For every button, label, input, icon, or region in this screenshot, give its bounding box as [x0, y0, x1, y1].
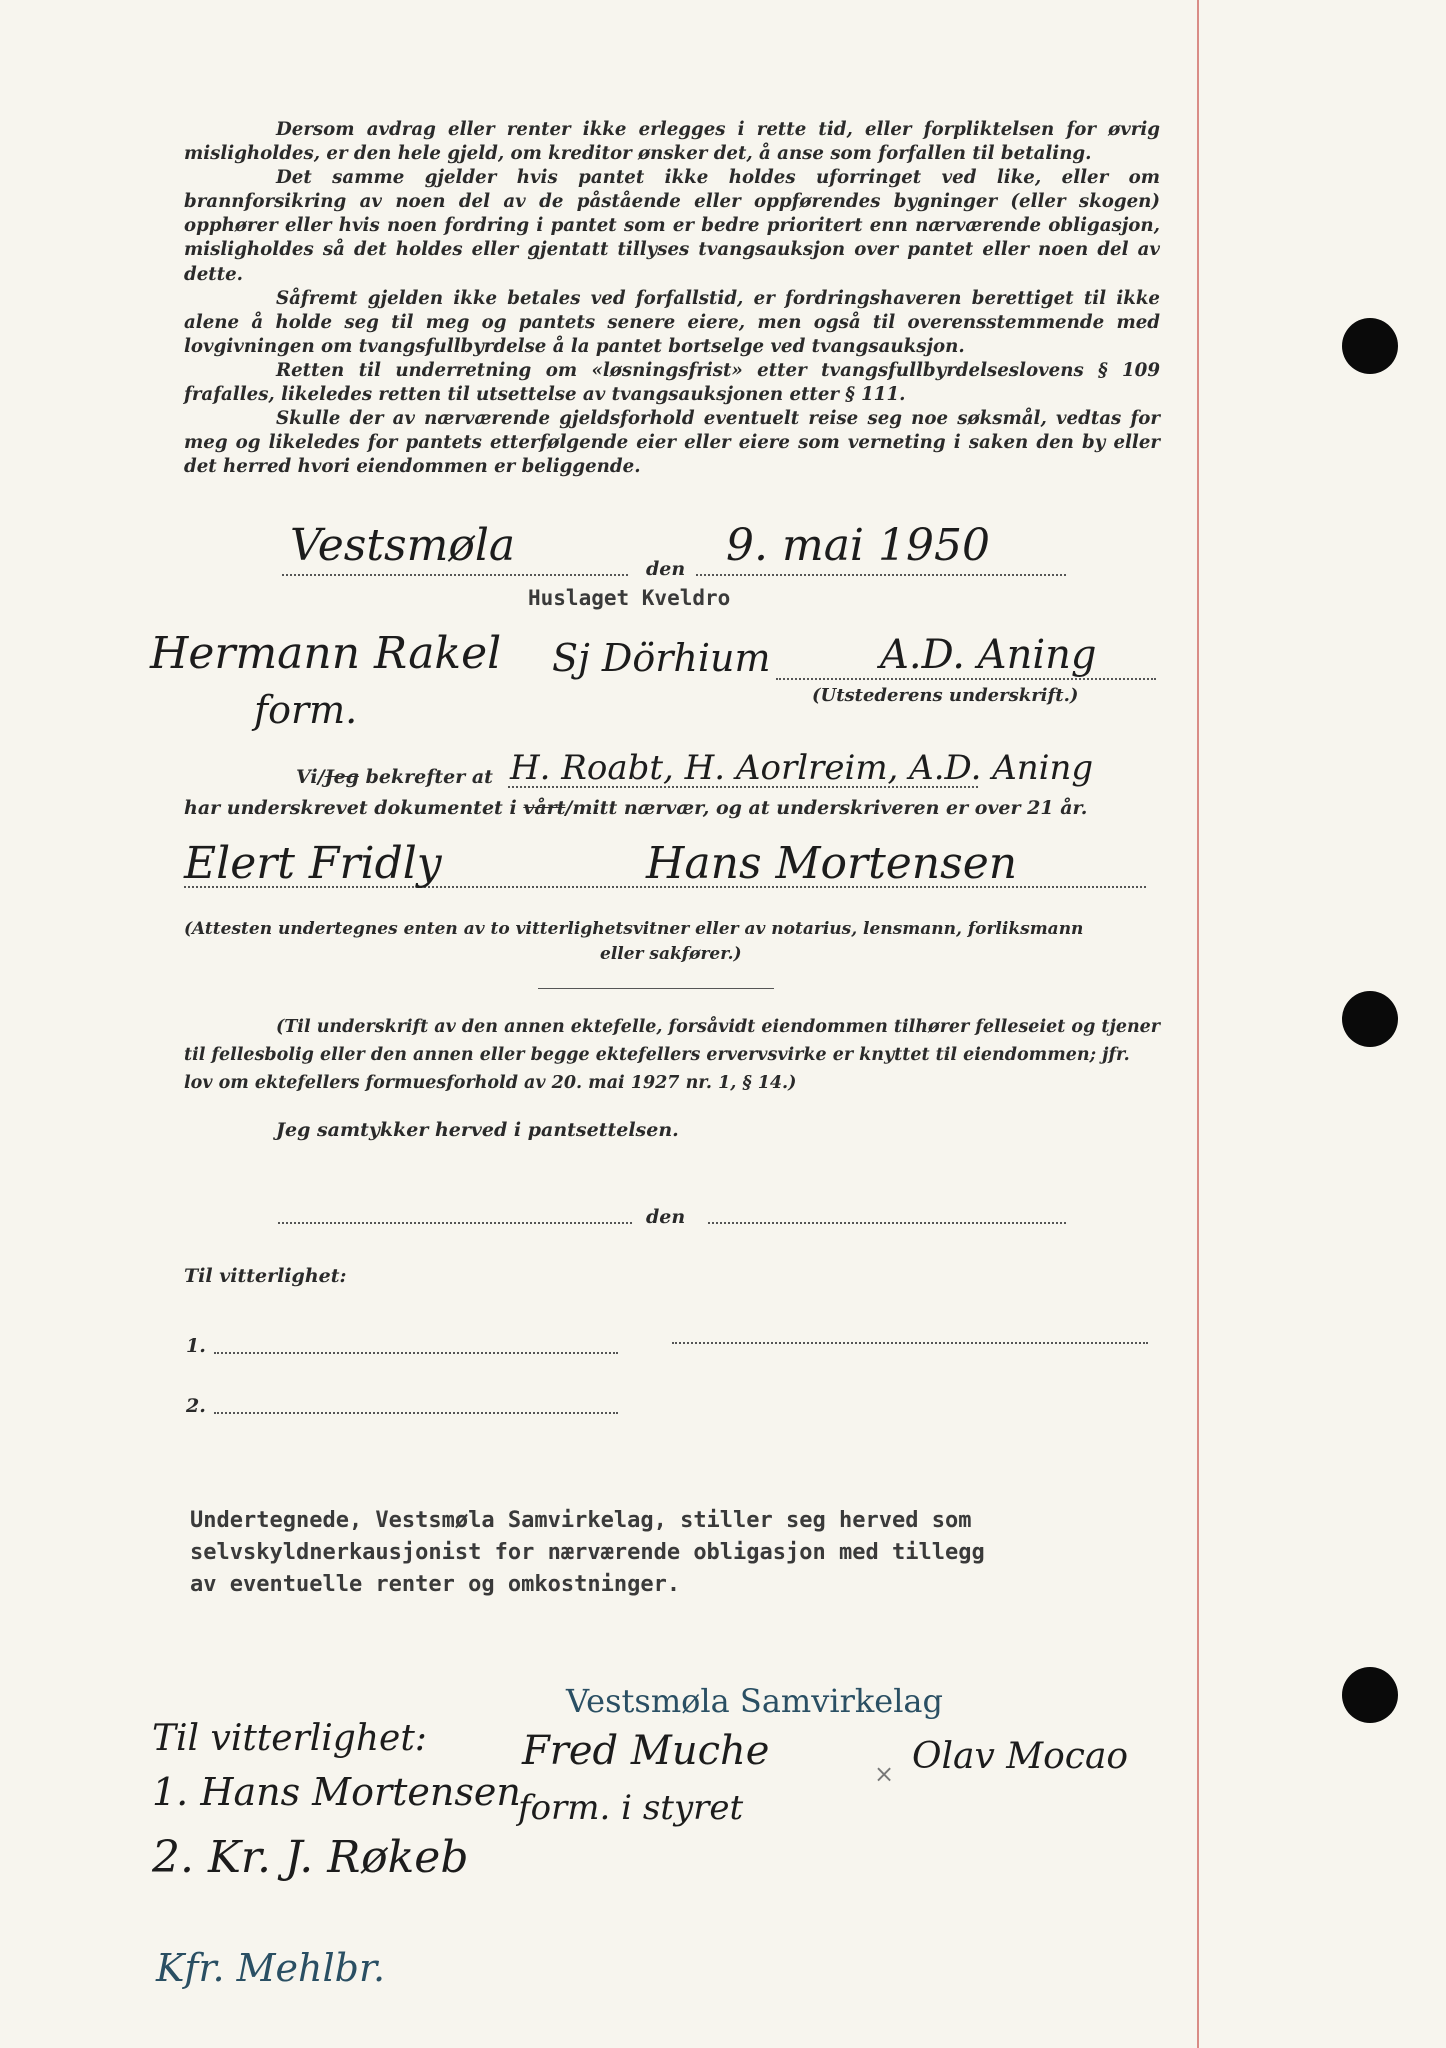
guarantor-signature-1: Fred Muche	[522, 1728, 770, 1774]
clause-paragraph: Det samme gjelder hvis pantet ikke holdes uforringet ved like, eller om brannforsikring av noen del av de påstående eller oppførendes bygninger (eller skogen) opphører eller hvis noen fordring i pantet som er bedre prioritert enn nærværende obligasjon, misligholdes så det holdes eller gjentatt tillyses tvangsauksjon over pantet eller noen del av dette.	[184, 167, 1160, 285]
witness-handwritten-2: 2. Kr. J. Røkeb	[152, 1832, 469, 1883]
guarantor-signature-title: form. i styret	[518, 1788, 744, 1828]
divider	[538, 988, 774, 989]
signature-mark: ×	[874, 1760, 895, 1788]
footnote-handwritten: Kfr. Mehlbr.	[156, 1946, 386, 1990]
spouse-note-line1: (Til underskrift av den annen ektefelle, forsåvidt eiendommen tilhører felleseiet og tjener	[276, 1017, 1161, 1037]
den-label: den	[646, 558, 686, 580]
witness-statement-line2: har underskrevet dokumentet i vårt/mitt nærvær, og at underskriveren er over 21 år.	[184, 797, 1088, 819]
issuer-caption: (Utstederens underskrift.)	[812, 685, 1079, 706]
signature-line-blank	[672, 1342, 1148, 1344]
margin-line	[1197, 0, 1199, 2048]
witness-1-signature: Elert Fridly	[184, 838, 442, 889]
spouse-note-line3: lov om ektefellers formuesforhold av 20. mai 1927 nr. 1, § 14.)	[184, 1073, 797, 1093]
issuer-signature-1: Hermann Rakel	[150, 628, 502, 679]
den-label-2: den	[646, 1206, 686, 1228]
place-line	[282, 574, 628, 576]
place-line-blank	[278, 1222, 632, 1224]
witnessed-names: H. Roabt, H. Aorlreim, A.D. Aning	[510, 748, 1094, 788]
guarantee-line2: selvskyldnerkausjonist for nærværende obligasjon med tillegg	[190, 1540, 985, 1565]
witness-number-2: 2.	[186, 1395, 206, 1417]
witness-statement-line1: Vi/Jeg bekrefter at	[296, 766, 493, 788]
signature-line	[776, 678, 1156, 680]
consent-text: Jeg samtykker herved i pantsettelsen.	[276, 1119, 679, 1141]
spouse-note-line2: til fellesbolig eller den annen eller begge ektefellers ervervsvirke er knyttet til eiendommen; jfr.	[184, 1045, 1130, 1065]
vitterlighet-label: Til vitterlighet:	[184, 1265, 347, 1287]
punch-hole	[1342, 1667, 1398, 1723]
guarantor-signature-2: Olav Mocao	[912, 1736, 1129, 1777]
punch-hole	[1342, 991, 1398, 1047]
witness-line-1	[214, 1352, 618, 1354]
guarantee-line3: av eventuelle renter og omkostninger.	[190, 1572, 681, 1597]
place-handwritten: Vestsmøla	[290, 520, 516, 571]
date-line	[696, 574, 1066, 576]
punch-hole	[1342, 318, 1398, 374]
issuer-signature-title: form.	[254, 688, 358, 732]
guarantee-line1: Undertegnede, Vestsmøla Samvirkelag, stiller seg herved som	[190, 1508, 972, 1533]
clause-paragraph: Retten til underretning om «løsningsfrist» etter tvangsfullbyrdelseslovens § 109 frafalles, likeledes retten til utsettelse av tvangsauksjonen etter § 111.	[184, 359, 1160, 406]
attest-note-line1: (Attesten undertegnes enten av to vitterlighetsvitner eller av notarius, lensmann, forliksmann	[184, 919, 1084, 939]
clauses-block	[184, 118, 1160, 479]
org-signature-name: Vestsmøla Samvirkelag	[566, 1682, 943, 1720]
date-handwritten: 9. mai 1950	[726, 520, 990, 571]
attest-note-line2: eller sakfører.)	[600, 944, 742, 964]
clause-paragraph: Skulle der av nærværende gjeldsforhold eventuelt reise seg noe søksmål, vedtas for meg og likeledes for pantets etterfølgende eier eller eiere som verneting i saken den by eller det herred hvori eiendommen er beliggende.	[184, 408, 1160, 478]
issuer-name: Huslaget Kveldro	[528, 586, 731, 610]
clause-paragraph: Såfremt gjelden ikke betales ved forfallstid, er fordringshaveren berettiget til ikke alene å holde seg til meg og pantets senere eiere, men også til overensstemmende med lovgivningen om tvangsfullbyrdelse å la pantet bortselge ved tvangsauksjon.	[184, 287, 1160, 357]
witness-heading-handwritten: Til vitterlighet:	[152, 1718, 427, 1759]
witness-2-signature: Hans Mortensen	[646, 838, 1018, 889]
issuer-signature-3: A.D. Aning	[880, 632, 1097, 678]
issuer-signature-2: Sj Dörhium	[552, 636, 771, 680]
witness-handwritten-1: 1. Hans Mortensen	[152, 1770, 521, 1814]
witness-line-2	[214, 1412, 618, 1414]
date-line-blank	[708, 1222, 1066, 1224]
clause-paragraph: Dersom avdrag eller renter ikke erlegges i rette tid, eller forpliktelsen for øvrig misligholdes, er den hele gjeld, om kreditor ønsker det, å anse som forfallen til betaling.	[184, 119, 1160, 165]
witness-number-1: 1.	[186, 1335, 206, 1357]
